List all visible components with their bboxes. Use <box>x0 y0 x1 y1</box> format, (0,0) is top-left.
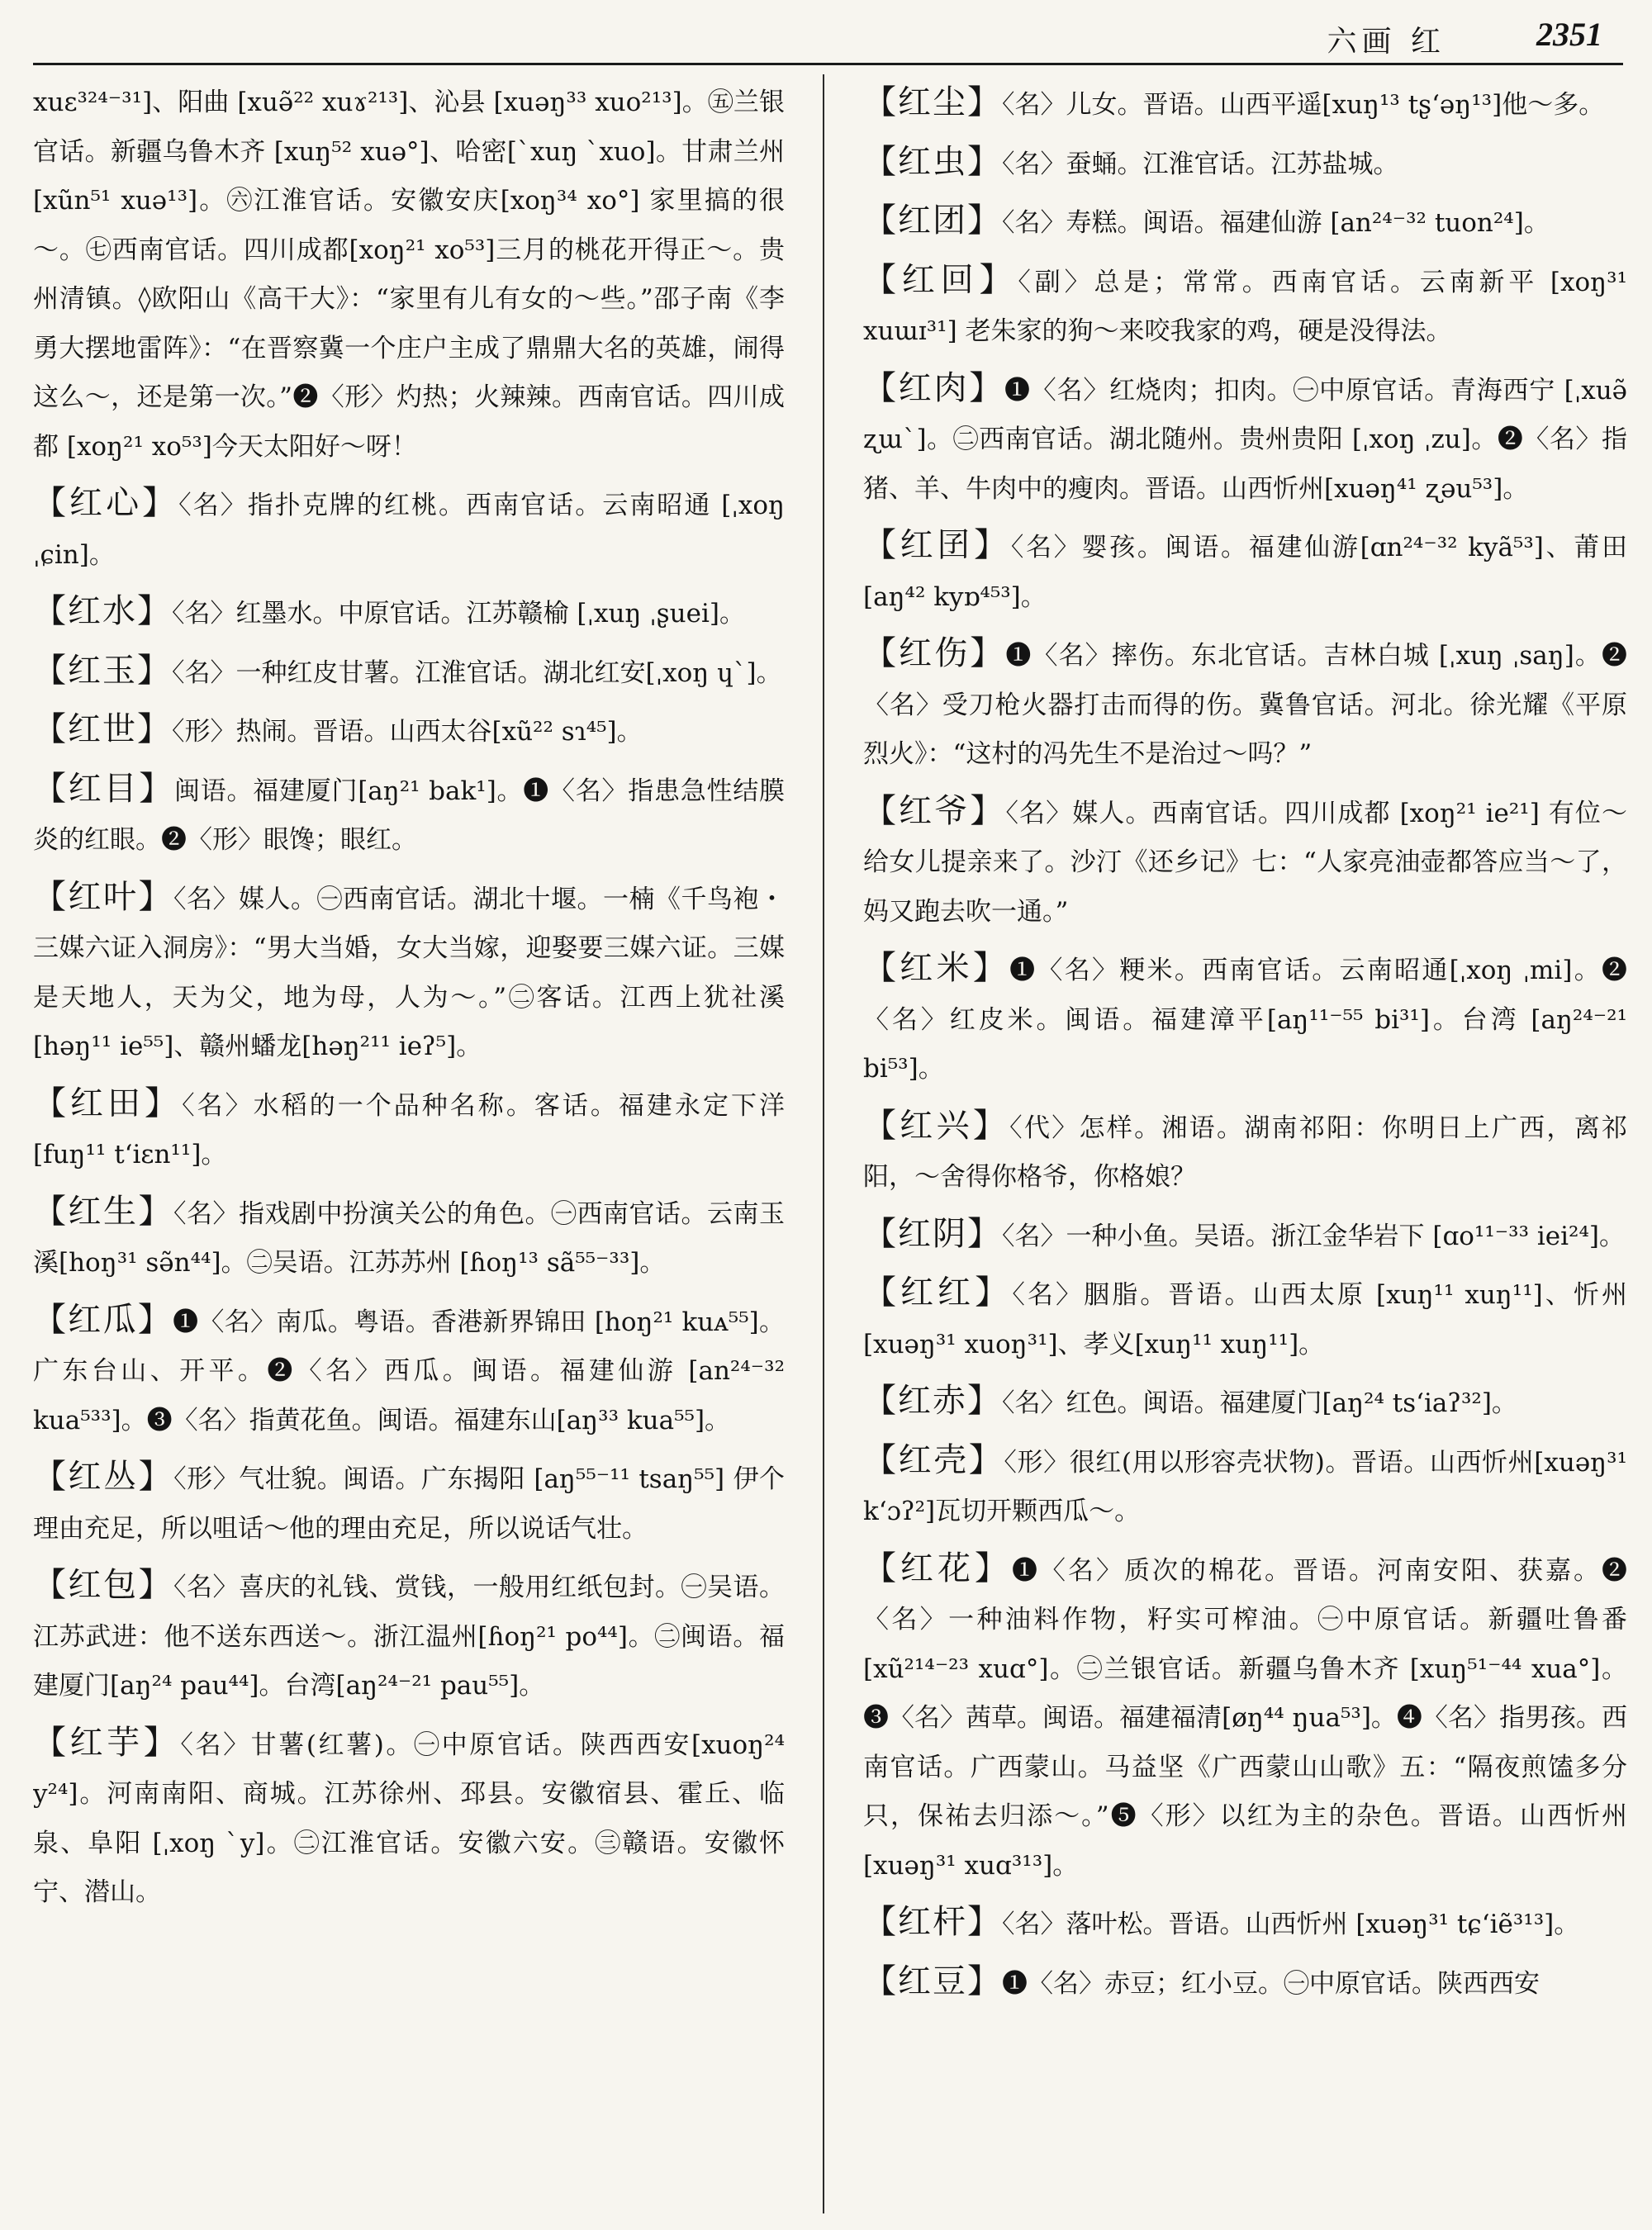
entry-headword: 【红壳】 <box>863 1440 1004 1479</box>
entry-headword: 【红叶】 <box>33 877 173 916</box>
page-number: 2351 <box>1536 16 1602 53</box>
entry-definition: 〈名〉落叶松。晋语。山西忻州 [xuəŋ³¹ tɕʻiẽ³¹³]。 <box>1002 1910 1580 1939</box>
dictionary-entry <box>33 1296 785 1446</box>
entry-headword: 【红心】 <box>33 484 179 522</box>
entry-headword: 【红玉】 <box>33 651 172 690</box>
dictionary-entry <box>33 765 785 866</box>
entry-headword: 【红米】 <box>863 949 1010 987</box>
entry-definition: 〈名〉一种红皮甘薯。江淮官话。湖北红安[ˌxoŋ ɥˋ]。 <box>172 657 782 688</box>
entry-definition: 〈名〉媒人。西南官话。四川成都 [xoŋ²¹ ie²¹] 有位～给女儿提亲来了。沙汀《还乡记》七：“人家亮油壶都答应当～了，妈又跑去吹一通。” <box>863 798 1627 927</box>
header-rule <box>33 63 1623 65</box>
dictionary-entry <box>33 1453 785 1554</box>
entry-definition: 〈名〉指戏剧中扮演关公的角色。㊀西南官话。云南玉溪[hoŋ³¹ sə̃n⁴⁴]。㊁吴语。江苏苏州 [ɦoŋ¹³ sã⁵⁵⁻³³]。 <box>33 1198 785 1278</box>
entry-definition: ❶〈名〉质次的棉花。晋语。河南安阳、获嘉。❷〈名〉一种油料作物，籽实可榨油。㊀中原官话。新疆吐鲁番 [xũ²¹⁴⁻²³ xuɑ°]。㊁兰银官话。新疆乌鲁木齐 [xuŋ⁵¹⁻⁴⁴ xua°]。❸〈名〉茜草。闽语。福建福清[øŋ⁴⁴ ŋua⁵³]。❹〈名〉指男孩。西南官话。广西蒙山。马益坚《广西蒙山山歌》五：“隔夜煎馌多分只，保祐去归添～。”❺〈形〉以红为主的杂色。晋语。山西忻州[xuəŋ³¹ xuɑ³¹³]。 <box>863 1555 1627 1881</box>
dictionary-entry <box>33 1188 785 1288</box>
entry-headword: 【红肉】 <box>863 368 1005 407</box>
entry-definition: ❶〈名〉赤豆；红小豆。㊀中原官话。陕西西安 <box>1002 1968 1540 1999</box>
entry-definition: 〈名〉水稻的一个品种名称。客话。福建永定下洋[fuŋ¹¹ tʻiɛn¹¹]。 <box>33 1090 785 1170</box>
dictionary-entry <box>863 138 1627 190</box>
entry-definition: 〈名〉红色。闽语。福建厦门[aŋ²⁴ tsʻiaʔ³²]。 <box>1002 1388 1517 1418</box>
entry-definition: 〈名〉指扑克牌的红桃。西南官话。云南昭通 [ˌxoŋ ˌɕin]。 <box>33 491 785 570</box>
dictionary-entry <box>863 629 1627 780</box>
entry-headword: 【红包】 <box>33 1566 173 1604</box>
entry-definition: 〈名〉红墨水。中原官话。江苏赣榆 [ˌxuŋ ˌʂuei]。 <box>172 599 745 629</box>
left-column <box>33 78 785 2218</box>
entry-headword: 【红虫】 <box>863 142 1002 181</box>
dictionary-entry <box>33 1561 785 1711</box>
dictionary-entry <box>33 647 785 699</box>
entry-definition: 〈名〉一种小鱼。吴语。浙江金华岩下 [ɑo¹¹⁻³³ iei²⁴]。 <box>1002 1221 1626 1251</box>
dictionary-entry <box>863 787 1627 937</box>
dictionary-entry <box>863 1102 1627 1203</box>
dictionary-entry <box>863 1436 1627 1537</box>
entry-headword: 【红阴】 <box>863 1214 1002 1253</box>
entry-definition: 〈副〉总是；常常。西南官话。云南新平 [xoŋ³¹ xuɯɪ³¹] 老朱家的狗～来咬我家的鸡，硬是没得法。 <box>863 267 1627 346</box>
section-title: 六画 红 <box>1327 25 1446 59</box>
dictionary-entry <box>863 1269 1627 1369</box>
dictionary-entry <box>863 78 1627 130</box>
column-divider <box>823 74 824 2213</box>
dictionary-entry <box>863 1898 1627 1950</box>
entry-headword: 【红田】 <box>33 1084 183 1122</box>
dictionary-entry <box>863 1377 1627 1429</box>
entry-headword: 【红花】 <box>863 1549 1012 1587</box>
dictionary-entry <box>863 521 1627 622</box>
dictionary-entry <box>863 944 1627 1094</box>
dictionary-entry <box>33 479 785 580</box>
entry-definition: 〈名〉甘薯(红薯)。㊀中原官话。陕西西安[xuoŋ²⁴ y²⁴]。河南南阳、商城。江苏徐州、邳县。安徽宿县、霍丘、临泉、阜阳 [ˌxoŋ ˋy]。㊁江淮官话。安徽六安。㊂赣语。安徽怀宁、潜山。 <box>33 1729 785 1907</box>
dictionary-entry <box>863 364 1627 515</box>
entry-definition: 〈形〉很红(用以形容壳状物)。晋语。山西忻州[xuəŋ³¹ kʻɔʔ²]瓦切开颗西瓜～。 <box>863 1447 1627 1526</box>
entry-headword: 【红爷】 <box>863 791 1006 830</box>
right-column <box>863 78 1627 2218</box>
dictionary-entry <box>33 1079 785 1180</box>
dictionary-entry <box>33 587 785 639</box>
entry-headword: 【红囝】 <box>863 526 1011 564</box>
entry-definition: 〈形〉气壮貌。闽语。广东揭阳 [aŋ⁵⁵⁻¹¹ tsaŋ⁵⁵] 伊个理由充足，所以咀话～他的理由充足，所以说话气壮。 <box>33 1464 785 1544</box>
entry-headword: 【红目】 <box>33 769 174 808</box>
entry-definition: ❶〈名〉南瓜。粤语。香港新界锦田 [hoŋ²¹ kuᴀ⁵⁵]。广东台山、开平。❷〈名〉西瓜。闽语。福建仙游 [an²⁴⁻³² kua⁵³³]。❸〈名〉指黄花鱼。闽语。福建东山[aŋ³³ kua⁵⁵]。 <box>33 1307 785 1435</box>
entry-headword: 【红瓜】 <box>33 1300 173 1339</box>
entry-headword: 【红红】 <box>863 1274 1013 1312</box>
entry-definition: ❶〈名〉红烧肉；扣肉。㊀中原官话。青海西宁 [ˌxuə̃ ʐɯˋ]。㊁西南官话。湖北随州。贵州贵阳 [ˌxoŋ ˌzu]。❷〈名〉指猪、羊、牛肉中的瘦肉。晋语。山西忻州[xuəŋ⁴¹ ʐəu⁵³]。 <box>863 375 1627 504</box>
dictionary-entry <box>863 1210 1627 1262</box>
entry-definition: 〈名〉儿女。晋语。山西平遥[xuŋ¹³ tʂʻəŋ¹³]他～多。 <box>1002 90 1605 120</box>
dictionary-entry <box>33 1719 785 1918</box>
dictionary-entry <box>33 873 785 1072</box>
entry-definition: 〈名〉婴孩。闽语。福建仙游[ɑn²⁴⁻³² kyã⁵³]、莆田[aŋ⁴² kyɒ⁴⁵³]。 <box>863 533 1627 612</box>
entry-headword: 【红世】 <box>33 710 172 748</box>
entry-headword: 【红尘】 <box>863 83 1002 121</box>
dictionary-entry <box>33 705 785 757</box>
entry-definition: 〈名〉胭脂。晋语。山西太原 [xuŋ¹¹ xuŋ¹¹]、忻州[xuəŋ³¹ xuoŋ³¹]、孝义[xuŋ¹¹ xuŋ¹¹]。 <box>863 1280 1627 1359</box>
right-entry-list <box>863 78 1627 2009</box>
entry-headword: 【红伤】 <box>863 634 1006 672</box>
entry-headword: 【红回】 <box>863 260 1018 299</box>
entry-headword: 【红兴】 <box>863 1106 1010 1145</box>
entry-definition: 〈名〉寿糕。闽语。福建仙游 [an²⁴⁻³² tuon²⁴]。 <box>1002 208 1550 238</box>
entry-headword: 【红丛】 <box>33 1458 174 1496</box>
entry-definition: 〈名〉媒人。㊀西南官话。湖北十堰。一楠《千鸟袍・三媒六证入洞房》：“男大当婚，女大当嫁，迎娶要三媒六证。三媒是天地人，天为父，地为母，人为～。”㊁客话。江西上犹社溪[həŋ¹¹ ie⁵⁵]、赣州蟠龙[həŋ²¹¹ ieʔ⁵]。 <box>33 884 785 1061</box>
dictionary-entry <box>863 1544 1627 1891</box>
continuation-text: xuɛ³²⁴⁻³¹]、阳曲 [xuə̃²² xuɤ²¹³]、沁县 [xuəŋ³³ xuo²¹³]。㊄兰银官话。新疆乌鲁木齐 [xuŋ⁵² xuə°]、哈密[ˋxuŋ ˋxuo]。甘肃兰州 [xũn⁵¹ xuə¹³]。㊅江淮官话。安徽安庆[xoŋ³⁴ xo°] 家里搞的很～。㊆西南官话。四川成都[xoŋ²¹ xo⁵³]三月的桃花开得正～。贵州清镇。◊欧阳山《高干大》：“家里有儿有女的～些。”邵子南《李勇大摆地雷阵》：“在晋察冀一个庄户主成了鼎鼎大名的英雄，闹得这么～，还是第一次。”❷〈形〉灼热；火辣辣。西南官话。四川成都 [xoŋ²¹ xo⁵³]今天太阳好～呀！ <box>33 88 785 462</box>
entry-definition: 〈形〉热闹。晋语。山西太谷[xũ²² sɿ⁴⁵]。 <box>172 717 643 747</box>
entry-definition: ❶〈名〉摔伤。东北官话。吉林白城 [ˌxuŋ ˌsaŋ]。❷〈名〉受刀枪火器打击而得的伤。冀鲁官话。河北。徐光耀《平原烈火》：“这村的冯先生不是治过～吗？” <box>863 641 1627 769</box>
entry-definition: 〈名〉蚕蛹。江淮官话。江苏盐城。 <box>1002 149 1399 179</box>
left-entry-list <box>33 479 785 1918</box>
page-header <box>0 0 1652 66</box>
dictionary-entry <box>863 256 1627 357</box>
entry-headword: 【红团】 <box>863 202 1002 240</box>
entry-headword: 【红豆】 <box>863 1962 1002 2000</box>
entry-headword: 【红芋】 <box>33 1723 181 1762</box>
dictionary-entry <box>863 1957 1627 2009</box>
entry-headword: 【红赤】 <box>863 1382 1002 1420</box>
entry-headword: 【红生】 <box>33 1192 173 1231</box>
dictionary-entry <box>863 197 1627 249</box>
entry-definition: 闽语。福建厦门[aŋ²¹ bak¹]。❶〈名〉指患急性结膜炎的红眼。❷〈形〉眼馋；眼红。 <box>33 776 785 855</box>
entry-headword: 【红水】 <box>33 592 172 630</box>
entry-definition: 〈代〉怎样。湘语。湖南祁阳：你明日上广西，离祁阳，～舍得你格爷，你格娘？ <box>863 1113 1627 1192</box>
entry-definition: 〈名〉喜庆的礼钱、赏钱，一般用红纸包封。㊀吴语。江苏武进：他不送东西送～。浙江温州[ɦoŋ²¹ po⁴⁴]。㊁闽语。福建厦门[aŋ²⁴ pau⁴⁴]。台湾[aŋ²⁴⁻²¹ pau⁵⁵]。 <box>33 1573 785 1701</box>
entry-definition: ❶〈名〉粳米。西南官话。云南昭通[ˌxoŋ ˌmi]。❷〈名〉红皮米。闽语。福建漳平[aŋ¹¹⁻⁵⁵ bi³¹]。台湾 [aŋ²⁴⁻²¹ bi⁵³]。 <box>863 956 1627 1084</box>
entry-headword: 【红杆】 <box>863 1903 1002 1941</box>
